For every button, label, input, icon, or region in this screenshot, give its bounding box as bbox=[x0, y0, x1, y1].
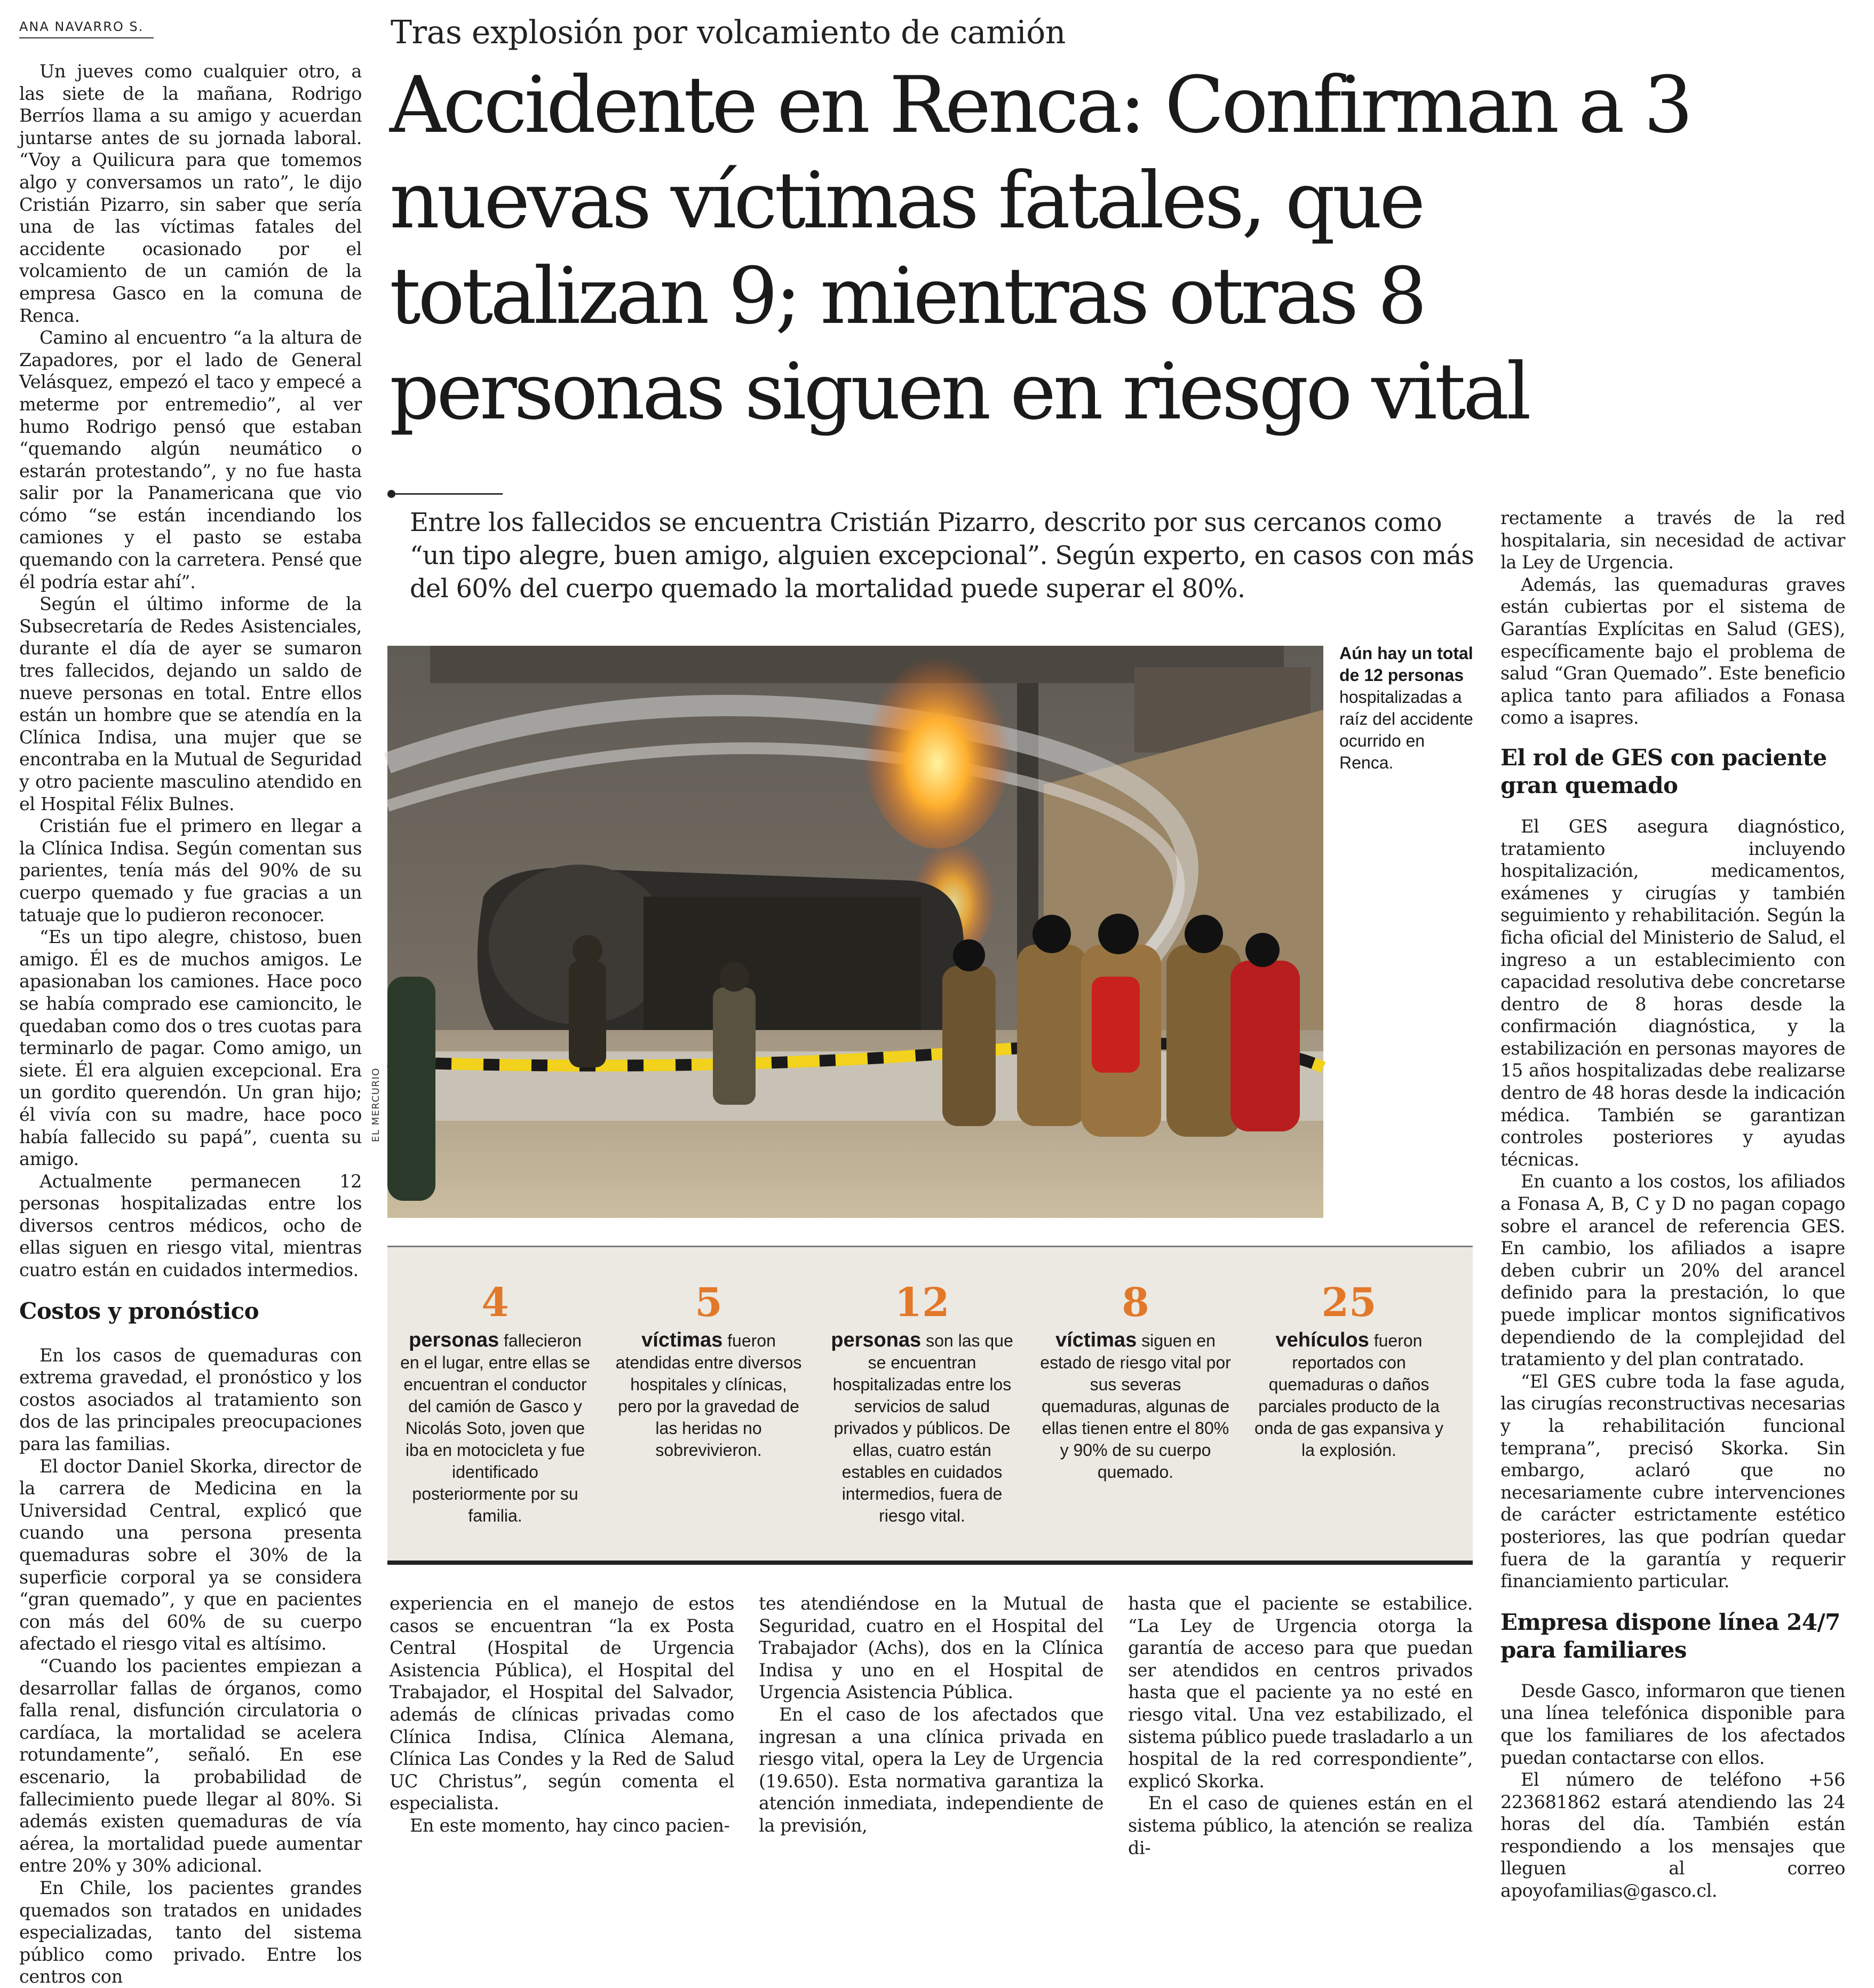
stat-text bbox=[1253, 1329, 1445, 1461]
subhead-ges: El rol de GES con paciente gran quemado bbox=[1500, 744, 1827, 798]
paragraph: “El GES cubre toda la fase aguda, las cirugías reconstructivas necesarias y la rehabilitación funcional temprana”, precisó Skorka. Sin embargo, aclaró que no necesariamente cubre intervenciones de carácter estrictamente estético posteriores, las que podrían quedar fuera de la garantía y requerir financiamiento particular. bbox=[1500, 1371, 1845, 1592]
stat-bold: víctimas bbox=[641, 1329, 723, 1351]
stat-item bbox=[826, 1281, 1018, 1527]
deck-bullet-icon bbox=[387, 490, 395, 498]
stat-number: 5 bbox=[695, 1280, 722, 1326]
paragraph: En el caso de quienes están en el sistema público, la atención se realiza di- bbox=[1128, 1793, 1473, 1858]
stat-text bbox=[1039, 1329, 1232, 1483]
paragraph: El GES asegura diagnóstico, tratamiento incluyendo hospitalización, medicamentos, exámenes y cirugías y también seguimiento y rehabilitación. Según la ficha oficial del Ministerio de Salud, el ingreso a un establecimiento con capacidad resolutiva debe concretarse dentro de 8 horas desde la confirmación diagnóstica, y la estabilización en personas mayores de 15 años hospitalizadas debe realizarse dentro de 48 horas desde la indicación médica. También se garantizan controles posteriores y ayudas técnicas. bbox=[1500, 815, 1845, 1170]
paragraph: tes atendiéndose en la Mutual de Seguridad, cuatro en el Hospital del Trabajador (Achs), dos en la Clínica Indisa y uno en el Hospital de Urgencia Asistencia Pública. bbox=[759, 1593, 1103, 1703]
paragraph: En cuanto a los costos, los afiliados a Fonasa A, B, C y D no pagan copago sobre el arancel de referencia GES. En cambio, los afiliados a isapre deben cubrir un 20% del arancel definido para la prestación, lo que puede implicar montos significativos dependiendo de la complejidad del tratamiento y del plan contratado. bbox=[1500, 1171, 1845, 1370]
stat-rest: siguen en estado de riesgo vital por sus severas quemaduras, algunas de ellas tienen entre el 80% y 90% de su cuerpo quemado. bbox=[1040, 1331, 1231, 1482]
column-2 bbox=[390, 1593, 734, 1837]
column-5 bbox=[1500, 507, 1845, 1902]
paragraph: Cristián fue el primero en llegar a la Clínica Indisa. Según comentan sus parientes, tenía más del 90% de su cuerpo quemado y fue gracias a un tatuaje que lo pudieron reconocer. bbox=[19, 815, 362, 925]
paragraph: experiencia en el manejo de estos casos se encuentran “la ex Posta Central (Hospital de Urgencia Asistencia Pública), el Hospital del Trabajador, el Hospital del Salvador, además de clínicas privadas como Clínica Indisa, Clínica Alemana, Clínica Las Condes y la Red de Salud UC Christus”, según comenta el especialista. bbox=[390, 1593, 734, 1814]
byline: ANA NAVARRO S. bbox=[19, 19, 144, 34]
caption-bold: Aún hay un total de 12 personas bbox=[1339, 644, 1473, 685]
fire-scene-illustration bbox=[387, 646, 1323, 1218]
subhead-costos: Costos y pronóstico bbox=[19, 1297, 259, 1324]
paragraph: En Chile, los pacientes grandes quemados son tratados en unidades especializadas, tanto del sistema público como privado. Entre los centros con bbox=[19, 1877, 362, 1987]
stats-box bbox=[387, 1246, 1473, 1564]
stat-number: 12 bbox=[894, 1280, 950, 1326]
paragraph: Camino al encuentro “a la altura de Zapadores, por el lado de General Velásquez, empezó el taco y empecé a meterme por entremedio”, al ver humo Rodrigo pensó que estaban “quemando algún neumático o estarán protestando”, y no fue hasta salir por la Panamericana que vio cómo “se están incendiando los camiones y el pasto se estaba quemando con la carretera. Pensé que él podría estar ahí”. bbox=[19, 327, 362, 592]
paragraph: Un jueves como cualquier otro, a las siete de la mañana, Rodrigo Berríos llama a su amigo y acuerdan juntarse antes de su jornada laboral. “Voy a Quilicura para que tomemos algo y conversamos un rato”, le dijo Cristián Pizarro, sin saber que sería una de las víctimas fatales del accidente ocasionado por el volcamiento de un camión de la empresa Gasco en la comuna de Renca. bbox=[19, 61, 362, 326]
column-3 bbox=[759, 1593, 1103, 1837]
paragraph: Según el último informe de la Subsecretaría de Redes Asistenciales, durante el día de ayer se sumaron tres fallecidos, dejando un saldo de nueve personas en total. Entre ellos están un hombre que se atendía en la Clínica Indisa, una mujer que se encontraba en la Mutual de Seguridad y otro paciente masculino atendido en el Hospital Félix Bulnes. bbox=[19, 593, 362, 814]
stat-text bbox=[826, 1329, 1018, 1527]
caption-text: hospitalizadas a raíz del accidente ocurrido en Renca. bbox=[1339, 687, 1473, 772]
subhead-empresa: Empresa dispone línea 24/7 para familiares bbox=[1500, 1609, 1840, 1663]
column-4 bbox=[1128, 1593, 1473, 1859]
stat-item bbox=[1253, 1281, 1445, 1461]
stat-rest: fueron atendidas entre diversos hospitales y clínicas, pero por la gravedad de las heridas no sobrevivieron. bbox=[615, 1331, 802, 1460]
stat-rest: fallecieron en el lugar, entre ellas se encuentran el conductor del camión de Gasco y Nicolás Soto, joven que iba en motocicleta y fue identificado posteriormente por su familia. bbox=[400, 1331, 590, 1525]
stat-number: 25 bbox=[1321, 1280, 1377, 1326]
stat-bold: personas bbox=[831, 1329, 922, 1351]
stat-bold: vehículos bbox=[1275, 1329, 1369, 1351]
paragraph: En el caso de los afectados que ingresan a una clínica privada en riesgo vital, opera la Ley de Urgencia (19.650). Esta normativa garantiza la atención inmediata, independiente de la previsión, bbox=[759, 1704, 1103, 1836]
paragraph: En los casos de quemaduras con extrema gravedad, el pronóstico y los costos asociados al tratamiento son dos de las principales preocupaciones para las familias. bbox=[19, 1344, 362, 1455]
byline-rule bbox=[19, 37, 154, 38]
kicker: Tras explosión por volcamiento de camión bbox=[391, 14, 1066, 51]
stat-item bbox=[1039, 1281, 1232, 1483]
stat-number: 8 bbox=[1122, 1280, 1149, 1326]
paragraph: Desde Gasco, informaron que tienen una línea telefónica disponible para que los familiares de los afectados puedan contactarse con ellos. bbox=[1500, 1680, 1845, 1768]
stat-text bbox=[399, 1329, 591, 1527]
stats-bottom-rule bbox=[387, 1561, 1473, 1565]
paragraph: “Cuando los pacientes empiezan a desarrollar fallas de órganos, como falla renal, disfunción circulatoria o cardíaca, la mortalidad se acelera rotundamente”, señaló. En ese escenario, la probabilidad de fallecimiento puede llegar al 80%. Si además existen quemaduras de vía aérea, la mortalidad puede aumentar entre 20% y 30% adicional. bbox=[19, 1655, 362, 1876]
paragraph: En este momento, hay cinco pacien- bbox=[410, 1815, 730, 1836]
stat-rest: son las que se encuentran hospitalizadas entre los servicios de salud privados y públicos. De ellas, cuatro están estables en cuidados intermedios, fuera de riesgo vital. bbox=[832, 1331, 1013, 1525]
headline: Accidente en Renca: Confirman a 3 nuevas víctimas fatales, que totalizan 9; mientras otras 8 personas siguen en riesgo vital bbox=[390, 60, 1690, 437]
stat-item bbox=[613, 1281, 805, 1461]
stat-bold: víctimas bbox=[1055, 1329, 1137, 1351]
deck: Entre los fallecidos se encuentra Cristián Pizarro, descrito por sus cercanos como “un tipo alegre, buen amigo, alguien excepcional”. Según experto, en casos con más del 60% del cuerpo quemado la mortalidad puede superar el 80%. bbox=[410, 508, 1474, 604]
deck-rule bbox=[390, 493, 503, 495]
photo-caption bbox=[1339, 643, 1483, 774]
stat-text bbox=[613, 1329, 805, 1461]
paragraph: El doctor Daniel Skorka, director de la carrera de Medicina en la Universidad Central, explicó que cuando una persona presenta quemaduras sobre el 30% de la superficie corporal ya se considera “gran quemado”, y que en pacientes con más del 60% de su cuerpo afectado el riesgo vital es altísimo. bbox=[19, 1455, 362, 1654]
paragraph: Actualmente permanecen 12 personas hospitalizadas entre los diversos centros médicos, ocho de ellas siguen en riesgo vital, mientras cuatro están en cuidados intermedios. bbox=[19, 1170, 362, 1281]
stat-rest: fueron reportados con quemaduras o daños parciales producto de la onda de gas expansiva y la explosión. bbox=[1254, 1331, 1444, 1460]
paragraph: “Es un tipo alegre, chistoso, buen amigo. Él es de muchos amigos. Le apasionaban los camiones. Hace poco se había comprado ese camioncito, le quedaban como dos o tres cuotas para terminarlo de pagar. Como amigo, un siete. Él era alguien excepcional. Era un gordito querendón. Un gran hijo; él vivía con su madre, hace poco había fallecido su papá”, cuenta su amigo. bbox=[19, 926, 362, 1170]
stat-item bbox=[399, 1281, 591, 1527]
paragraph: El número de teléfono +56 223681862 estará atendiendo las 24 horas del día. También están respondiendo a los mensajes que lleguen al correo apoyofamilias@gasco.cl. bbox=[1500, 1769, 1845, 1902]
paragraph: Además, las quemaduras graves están cubiertas por el sistema de Garantías Explícitas en Salud (GES), específicamente bajo el problema de salud “Gran Quemado”. Este beneficio aplica tanto para afiliados a Fonasa como a isapres. bbox=[1500, 574, 1845, 728]
paragraph: hasta que el paciente se estabilice. “La Ley de Urgencia otorga la garantía de acceso para que puedan ser atendidos en centros privados hasta que el paciente ya no esté en riesgo vital. Una vez estabilizado, el sistema público puede trasladarlo a un hospital de la red correspondiente”, explicó Skorka. bbox=[1128, 1593, 1473, 1792]
stat-number: 4 bbox=[481, 1280, 509, 1326]
photo-credit: EL MERCURIO bbox=[370, 1067, 382, 1142]
paragraph: rectamente a través de la red hospitalaria, sin necesidad de activar la Ley de Urgencia. bbox=[1500, 508, 1845, 573]
accident-photo bbox=[387, 646, 1323, 1218]
column-1 bbox=[19, 60, 362, 1988]
stat-bold: personas bbox=[409, 1329, 499, 1351]
